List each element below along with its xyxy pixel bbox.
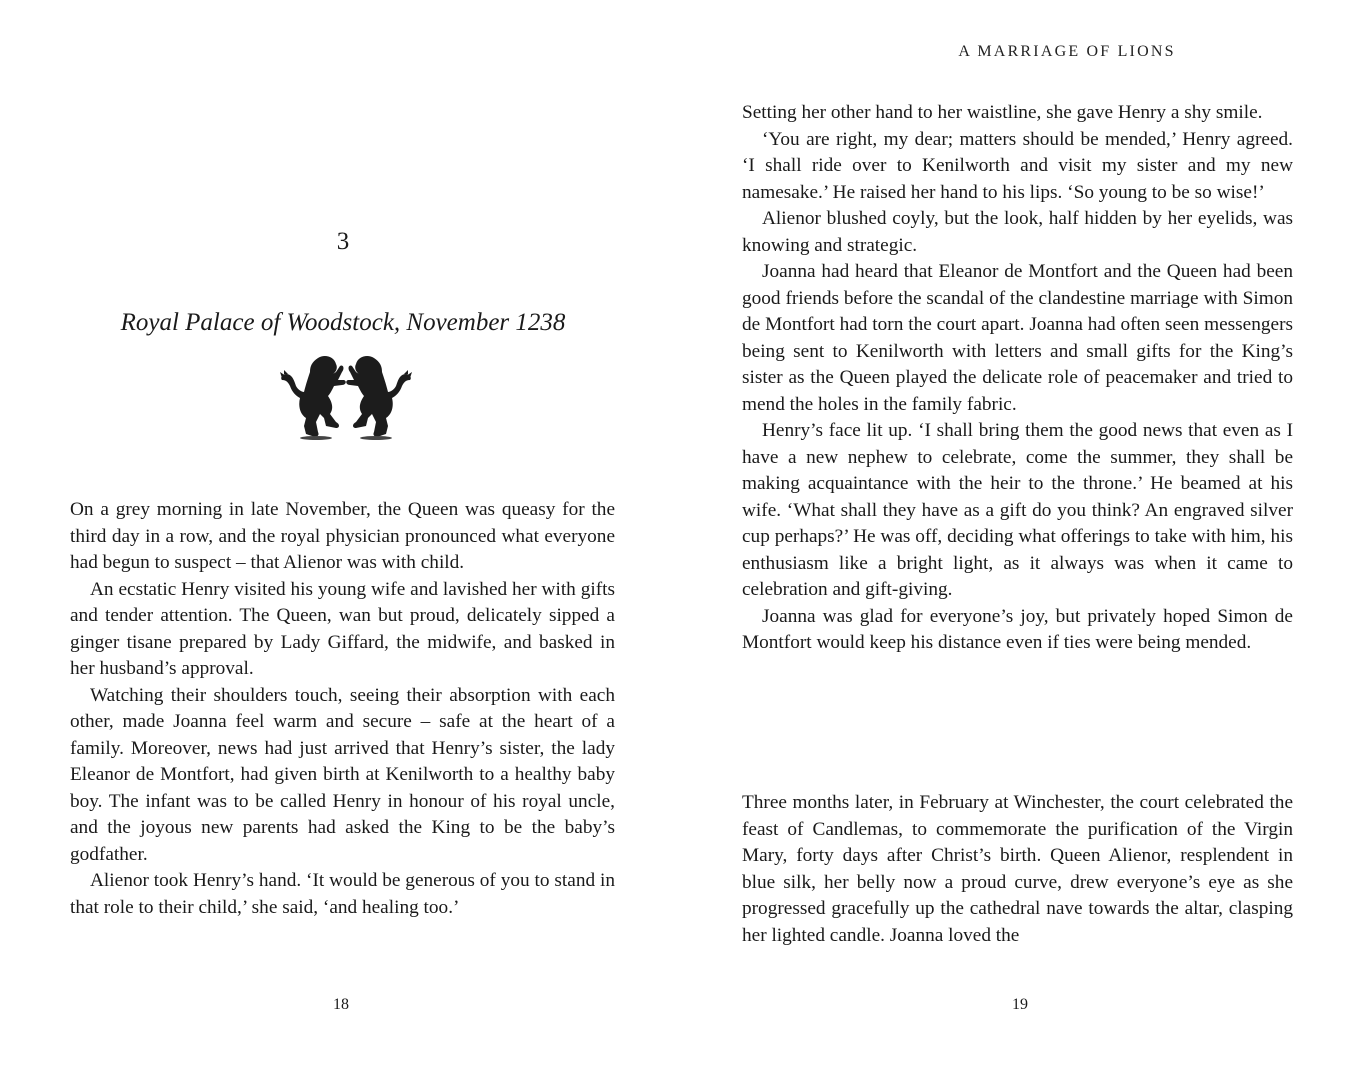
right-page-section-break-text [742, 790, 1293, 949]
paragraph: On a grey morning in late November, the Queen was queasy for the third day in a row, and the royal physician pronounced what everyone had begun to suspect – that Alienor was with child. [70, 499, 615, 573]
right-page [686, 0, 1372, 1080]
paragraph: Henry’s face lit up. ‘I shall bring them the good news that even as I have a new nephew to celebrate, come the summer, they shall be making acquaintance with the heir to the throne.’ He beamed at his wife. ‘What shall they have as a gift do you think? An engraved silver cup perhaps?’ He was off, deciding what offerings to take with him, his enthusiasm like a bright light, as it always was when it came to celebration and gift-giving. [742, 420, 1293, 600]
rampant-lions-ornament-icon [278, 352, 414, 442]
paragraph: An ecstatic Henry visited his young wife and lavished her with gifts and tender attention. The Queen, wan but proud, delicately sipped a ginger tisane prepared by Lady Giffard, the midwife, and basked in her husband’s approval. [70, 578, 615, 679]
running-head: A MARRIAGE OF LIONS [958, 43, 1176, 60]
paragraph: Alienor blushed coyly, but the look, half hidden by her eyelids, was knowing and strategic. [742, 208, 1293, 256]
page-number: 19 [1012, 996, 1028, 1013]
right-page-body-text [742, 100, 1293, 657]
paragraph: ‘You are right, my dear; matters should be mended,’ Henry agreed. ‘I shall ride over to Kenilworth and visit my sister and my new namesake.’ He raised her hand to his lips. ‘So young to be so wise!’ [742, 128, 1293, 203]
chapter-title: Royal Palace of Woodstock, November 1238 [120, 309, 566, 336]
page-number: 18 [333, 996, 349, 1013]
paragraph: Joanna had heard that Eleanor de Montfort and the Queen had been good friends before the scandal of the clandestine marriage with Simon de Montfort had torn the court apart. Joanna had often seen messengers being sent to Kenilworth with letters and small gifts for the King’s sister as the Queen played the delicate role of peacemaker and tried to mend the holes in the family fabric. [742, 261, 1293, 415]
paragraph: Watching their shoulders touch, seeing their absorption with each other, made Joanna feel warm and secure – safe at the heart of a family. Moreover, news had just arrived that Henry’s sister, the lady Eleanor de Montfort, had given birth at Kenilworth to a healthy baby boy. The infant was to be called Henry in honour of his royal uncle, and the joyous new parents had asked the King to be the baby’s godfather. [70, 684, 615, 865]
paragraph: Three months later, in February at Winchester, the court celebrated the feast of Candlemas, to commemorate the purification of the Virgin Mary, forty days after Christ’s birth. Queen Alienor, resplendent in blue silk, her belly now a proud curve, drew everyone’s eye as she progressed gracefully up the cathedral nave towards the altar, clasping her lighted candle. Joanna loved the [742, 792, 1293, 946]
left-page-body-text [70, 497, 615, 921]
paragraph: Joanna was glad for everyone’s joy, but privately hoped Simon de Montfort would keep his distance even if ties were being mended. [742, 605, 1293, 653]
paragraph: Alienor took Henry’s hand. ‘It would be generous of you to stand in that role to their child,’ she said, ‘and healing too.’ [70, 870, 615, 918]
paragraph: Setting her other hand to her waistline, she gave Henry a shy smile. [742, 102, 1263, 123]
chapter-number: 3 [336, 228, 350, 255]
